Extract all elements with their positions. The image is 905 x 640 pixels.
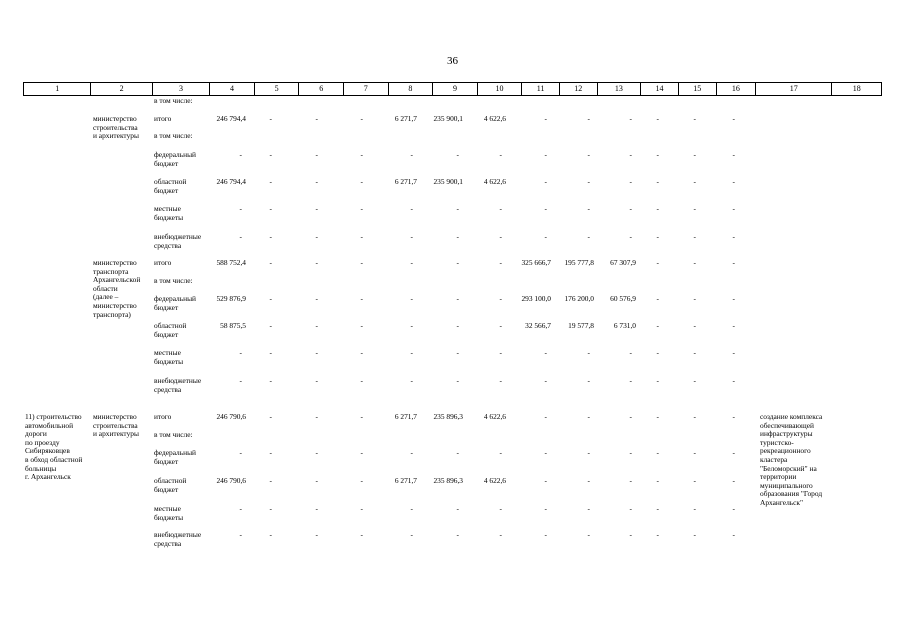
empty-value-dash: - [587, 204, 590, 213]
empty-value-dash: - [732, 177, 735, 186]
empty-value-dash: - [499, 258, 502, 267]
empty-value-dash: - [732, 294, 735, 303]
empty-value-dash: - [629, 204, 632, 213]
empty-value-dash: - [544, 204, 547, 213]
header-col-9: 9 [433, 83, 478, 95]
empty-value-dash: - [360, 232, 363, 241]
executor-name: министерство строительства и архитектуры [93, 412, 139, 439]
empty-value-dash: - [544, 530, 547, 539]
empty-value-dash: - [587, 504, 590, 513]
amount-value: 58 875,5 [220, 321, 246, 330]
empty-value-dash: - [587, 177, 590, 186]
empty-value-dash: - [315, 448, 318, 457]
funding-source: местные бюджеты [154, 348, 184, 366]
empty-value-dash: - [456, 504, 459, 513]
empty-value-dash: - [239, 232, 242, 241]
empty-value-dash: - [587, 476, 590, 485]
empty-value-dash: - [656, 530, 659, 539]
empty-value-dash: - [315, 530, 318, 539]
empty-value-dash: - [360, 294, 363, 303]
empty-value-dash: - [656, 177, 659, 186]
empty-value-dash: - [693, 504, 696, 513]
empty-value-dash: - [315, 504, 318, 513]
empty-value-dash: - [587, 448, 590, 457]
header-col-14: 14 [641, 83, 679, 95]
empty-value-dash: - [499, 448, 502, 457]
empty-value-dash: - [693, 530, 696, 539]
empty-value-dash: - [693, 448, 696, 457]
empty-value-dash: - [732, 504, 735, 513]
empty-value-dash: - [732, 321, 735, 330]
empty-value-dash: - [656, 258, 659, 267]
amount-value: 32 566,7 [525, 321, 551, 330]
header-col-6: 6 [299, 83, 344, 95]
empty-value-dash: - [360, 504, 363, 513]
empty-value-dash: - [732, 258, 735, 267]
empty-value-dash: - [360, 321, 363, 330]
empty-value-dash: - [656, 476, 659, 485]
empty-value-dash: - [360, 177, 363, 186]
empty-value-dash: - [587, 348, 590, 357]
empty-value-dash: - [499, 321, 502, 330]
empty-value-dash: - [410, 321, 413, 330]
empty-value-dash: - [269, 232, 272, 241]
amount-value: 19 577,8 [568, 321, 594, 330]
empty-value-dash: - [732, 376, 735, 385]
empty-value-dash: - [656, 294, 659, 303]
empty-value-dash: - [629, 150, 632, 159]
empty-value-dash: - [656, 232, 659, 241]
empty-value-dash: - [239, 530, 242, 539]
funding-source: в том числе: [154, 430, 193, 439]
program-item: 11) строительство автомобильной дороги по проезду Сибиряковцев в обход областной больницы г. Архангельск [25, 412, 83, 482]
empty-value-dash: - [456, 258, 459, 267]
empty-value-dash: - [629, 376, 632, 385]
empty-value-dash: - [693, 204, 696, 213]
empty-value-dash: - [629, 412, 632, 421]
empty-value-dash: - [499, 348, 502, 357]
empty-value-dash: - [693, 114, 696, 123]
header-col-16: 16 [717, 83, 757, 95]
empty-value-dash: - [315, 321, 318, 330]
funding-source: внебюджетные средства [154, 232, 202, 250]
amount-value: 4 622,6 [483, 177, 506, 186]
empty-value-dash: - [410, 376, 413, 385]
empty-value-dash: - [732, 448, 735, 457]
empty-value-dash: - [732, 530, 735, 539]
empty-value-dash: - [656, 321, 659, 330]
empty-value-dash: - [544, 476, 547, 485]
empty-value-dash: - [239, 348, 242, 357]
empty-value-dash: - [269, 476, 272, 485]
funding-source: федеральный бюджет [154, 150, 196, 168]
executor-name: министерство транспорта Архангельской области (далее – министерство транспорта) [93, 258, 141, 319]
empty-value-dash: - [410, 258, 413, 267]
amount-value: 325 666,7 [521, 258, 551, 267]
amount-value: 60 576,9 [610, 294, 636, 303]
funding-source: в том числе: [154, 131, 193, 140]
empty-value-dash: - [544, 177, 547, 186]
empty-value-dash: - [693, 476, 696, 485]
empty-value-dash: - [732, 348, 735, 357]
page-number: 36 [447, 55, 458, 67]
empty-value-dash: - [269, 412, 272, 421]
header-col-8: 8 [389, 83, 434, 95]
empty-value-dash: - [732, 204, 735, 213]
empty-value-dash: - [656, 204, 659, 213]
amount-value: 6 731,0 [613, 321, 636, 330]
empty-value-dash: - [315, 376, 318, 385]
empty-value-dash: - [410, 504, 413, 513]
empty-value-dash: - [656, 150, 659, 159]
funding-source: областной бюджет [154, 177, 187, 195]
empty-value-dash: - [656, 376, 659, 385]
amount-value: 6 271,7 [394, 412, 417, 421]
empty-value-dash: - [587, 530, 590, 539]
empty-value-dash: - [629, 448, 632, 457]
empty-value-dash: - [456, 348, 459, 357]
funding-source: федеральный бюджет [154, 294, 196, 312]
empty-value-dash: - [315, 294, 318, 303]
empty-value-dash: - [269, 348, 272, 357]
empty-value-dash: - [239, 504, 242, 513]
empty-value-dash: - [544, 150, 547, 159]
empty-value-dash: - [456, 448, 459, 457]
amount-value: 195 777,8 [564, 258, 594, 267]
amount-value: 4 622,6 [483, 412, 506, 421]
amount-value: 6 271,7 [394, 114, 417, 123]
empty-value-dash: - [456, 376, 459, 385]
empty-value-dash: - [656, 412, 659, 421]
funding-source: внебюджетные средства [154, 376, 202, 394]
amount-value: 246 794,4 [216, 177, 246, 186]
empty-value-dash: - [315, 258, 318, 267]
empty-value-dash: - [360, 448, 363, 457]
empty-value-dash: - [656, 448, 659, 457]
empty-value-dash: - [587, 232, 590, 241]
empty-value-dash: - [410, 150, 413, 159]
empty-value-dash: - [360, 376, 363, 385]
amount-value: 4 622,6 [483, 114, 506, 123]
empty-value-dash: - [629, 348, 632, 357]
amount-value: 246 794,4 [216, 114, 246, 123]
empty-value-dash: - [410, 294, 413, 303]
empty-value-dash: - [499, 204, 502, 213]
amount-value: 6 271,7 [394, 476, 417, 485]
header-col-1: 1 [24, 83, 91, 95]
funding-source: итого [154, 258, 172, 267]
empty-value-dash: - [410, 348, 413, 357]
empty-value-dash: - [269, 376, 272, 385]
empty-value-dash: - [239, 376, 242, 385]
amount-value: 235 896,3 [433, 412, 463, 421]
empty-value-dash: - [410, 530, 413, 539]
header-col-4: 4 [210, 83, 255, 95]
empty-value-dash: - [629, 114, 632, 123]
empty-value-dash: - [239, 150, 242, 159]
empty-value-dash: - [410, 448, 413, 457]
empty-value-dash: - [360, 150, 363, 159]
empty-value-dash: - [587, 114, 590, 123]
empty-value-dash: - [410, 232, 413, 241]
empty-value-dash: - [587, 412, 590, 421]
empty-value-dash: - [629, 232, 632, 241]
amount-value: 246 790,6 [216, 476, 246, 485]
empty-value-dash: - [456, 321, 459, 330]
empty-value-dash: - [499, 232, 502, 241]
empty-value-dash: - [629, 177, 632, 186]
empty-value-dash: - [410, 204, 413, 213]
empty-value-dash: - [629, 504, 632, 513]
empty-value-dash: - [693, 177, 696, 186]
header-col-15: 15 [679, 83, 717, 95]
header-col-3: 3 [153, 83, 210, 95]
funding-source: итого [154, 412, 172, 421]
empty-value-dash: - [269, 204, 272, 213]
empty-value-dash: - [499, 530, 502, 539]
table-header-row [23, 82, 882, 96]
amount-value: 293 100,0 [521, 294, 551, 303]
empty-value-dash: - [360, 530, 363, 539]
empty-value-dash: - [629, 476, 632, 485]
empty-value-dash: - [456, 232, 459, 241]
empty-value-dash: - [544, 348, 547, 357]
empty-value-dash: - [456, 204, 459, 213]
empty-value-dash: - [732, 412, 735, 421]
empty-value-dash: - [629, 530, 632, 539]
empty-value-dash: - [732, 150, 735, 159]
empty-value-dash: - [360, 114, 363, 123]
funding-source: внебюджетные средства [154, 530, 202, 548]
empty-value-dash: - [693, 412, 696, 421]
empty-value-dash: - [499, 294, 502, 303]
empty-value-dash: - [269, 177, 272, 186]
header-col-12: 12 [560, 83, 598, 95]
empty-value-dash: - [693, 348, 696, 357]
empty-value-dash: - [499, 150, 502, 159]
header-col-7: 7 [344, 83, 389, 95]
empty-value-dash: - [693, 150, 696, 159]
empty-value-dash: - [360, 204, 363, 213]
empty-value-dash: - [269, 258, 272, 267]
empty-value-dash: - [456, 294, 459, 303]
empty-value-dash: - [315, 204, 318, 213]
amount-value: 235 896,3 [433, 476, 463, 485]
empty-value-dash: - [544, 448, 547, 457]
empty-value-dash: - [456, 150, 459, 159]
empty-value-dash: - [360, 258, 363, 267]
empty-value-dash: - [544, 376, 547, 385]
empty-value-dash: - [269, 294, 272, 303]
amount-value: 235 900,1 [433, 177, 463, 186]
empty-value-dash: - [269, 530, 272, 539]
empty-value-dash: - [315, 177, 318, 186]
amount-value: 588 752,4 [216, 258, 246, 267]
amount-value: 529 876,9 [216, 294, 246, 303]
empty-value-dash: - [544, 504, 547, 513]
empty-value-dash: - [315, 232, 318, 241]
empty-value-dash: - [656, 348, 659, 357]
funding-source: местные бюджеты [154, 204, 184, 222]
empty-value-dash: - [315, 476, 318, 485]
funding-source: федеральный бюджет [154, 448, 196, 466]
empty-value-dash: - [360, 412, 363, 421]
empty-value-dash: - [544, 412, 547, 421]
empty-value-dash: - [693, 376, 696, 385]
empty-value-dash: - [732, 476, 735, 485]
funding-source: областной бюджет [154, 476, 187, 494]
executor-name: министерство строительства и архитектуры [93, 114, 139, 141]
amount-value: 4 622,6 [483, 476, 506, 485]
empty-value-dash: - [544, 232, 547, 241]
empty-value-dash: - [315, 150, 318, 159]
empty-value-dash: - [499, 504, 502, 513]
empty-value-dash: - [732, 232, 735, 241]
empty-value-dash: - [693, 258, 696, 267]
empty-value-dash: - [693, 294, 696, 303]
empty-value-dash: - [360, 476, 363, 485]
empty-value-dash: - [693, 321, 696, 330]
empty-value-dash: - [360, 348, 363, 357]
empty-value-dash: - [239, 204, 242, 213]
empty-value-dash: - [269, 321, 272, 330]
empty-value-dash: - [587, 376, 590, 385]
funding-source: областной бюджет [154, 321, 187, 339]
funding-source: местные бюджеты [154, 504, 184, 522]
amount-value: 176 200,0 [564, 294, 594, 303]
empty-value-dash: - [587, 150, 590, 159]
empty-value-dash: - [693, 232, 696, 241]
header-col-11: 11 [522, 83, 560, 95]
empty-value-dash: - [544, 114, 547, 123]
header-col-5: 5 [255, 83, 300, 95]
funding-source: в том числе: [154, 276, 193, 285]
empty-value-dash: - [269, 448, 272, 457]
header-col-17: 17 [756, 83, 832, 95]
amount-value: 246 790,6 [216, 412, 246, 421]
empty-value-dash: - [315, 348, 318, 357]
header-col-18: 18 [852, 84, 861, 93]
amount-value: 235 900,1 [433, 114, 463, 123]
expected-result: создание комплекса обеспечивающей инфраструктуры туристско- рекреационного кластера "Беломорский" на территории муниципального образования "Город Архангельск" [760, 412, 823, 507]
amount-value: 67 307,9 [610, 258, 636, 267]
header-col-2: 2 [91, 83, 152, 95]
header-col-13: 13 [598, 83, 642, 95]
funding-source: итого [154, 114, 172, 123]
empty-value-dash: - [499, 376, 502, 385]
empty-value-dash: - [456, 530, 459, 539]
empty-value-dash: - [656, 114, 659, 123]
empty-value-dash: - [315, 412, 318, 421]
amount-value: 6 271,7 [394, 177, 417, 186]
empty-value-dash: - [269, 114, 272, 123]
funding-source: в том числе: [154, 96, 193, 105]
header-col-10: 10 [478, 83, 523, 95]
empty-value-dash: - [732, 114, 735, 123]
empty-value-dash: - [269, 150, 272, 159]
empty-value-dash: - [269, 504, 272, 513]
empty-value-dash: - [656, 504, 659, 513]
empty-value-dash: - [239, 448, 242, 457]
empty-value-dash: - [315, 114, 318, 123]
